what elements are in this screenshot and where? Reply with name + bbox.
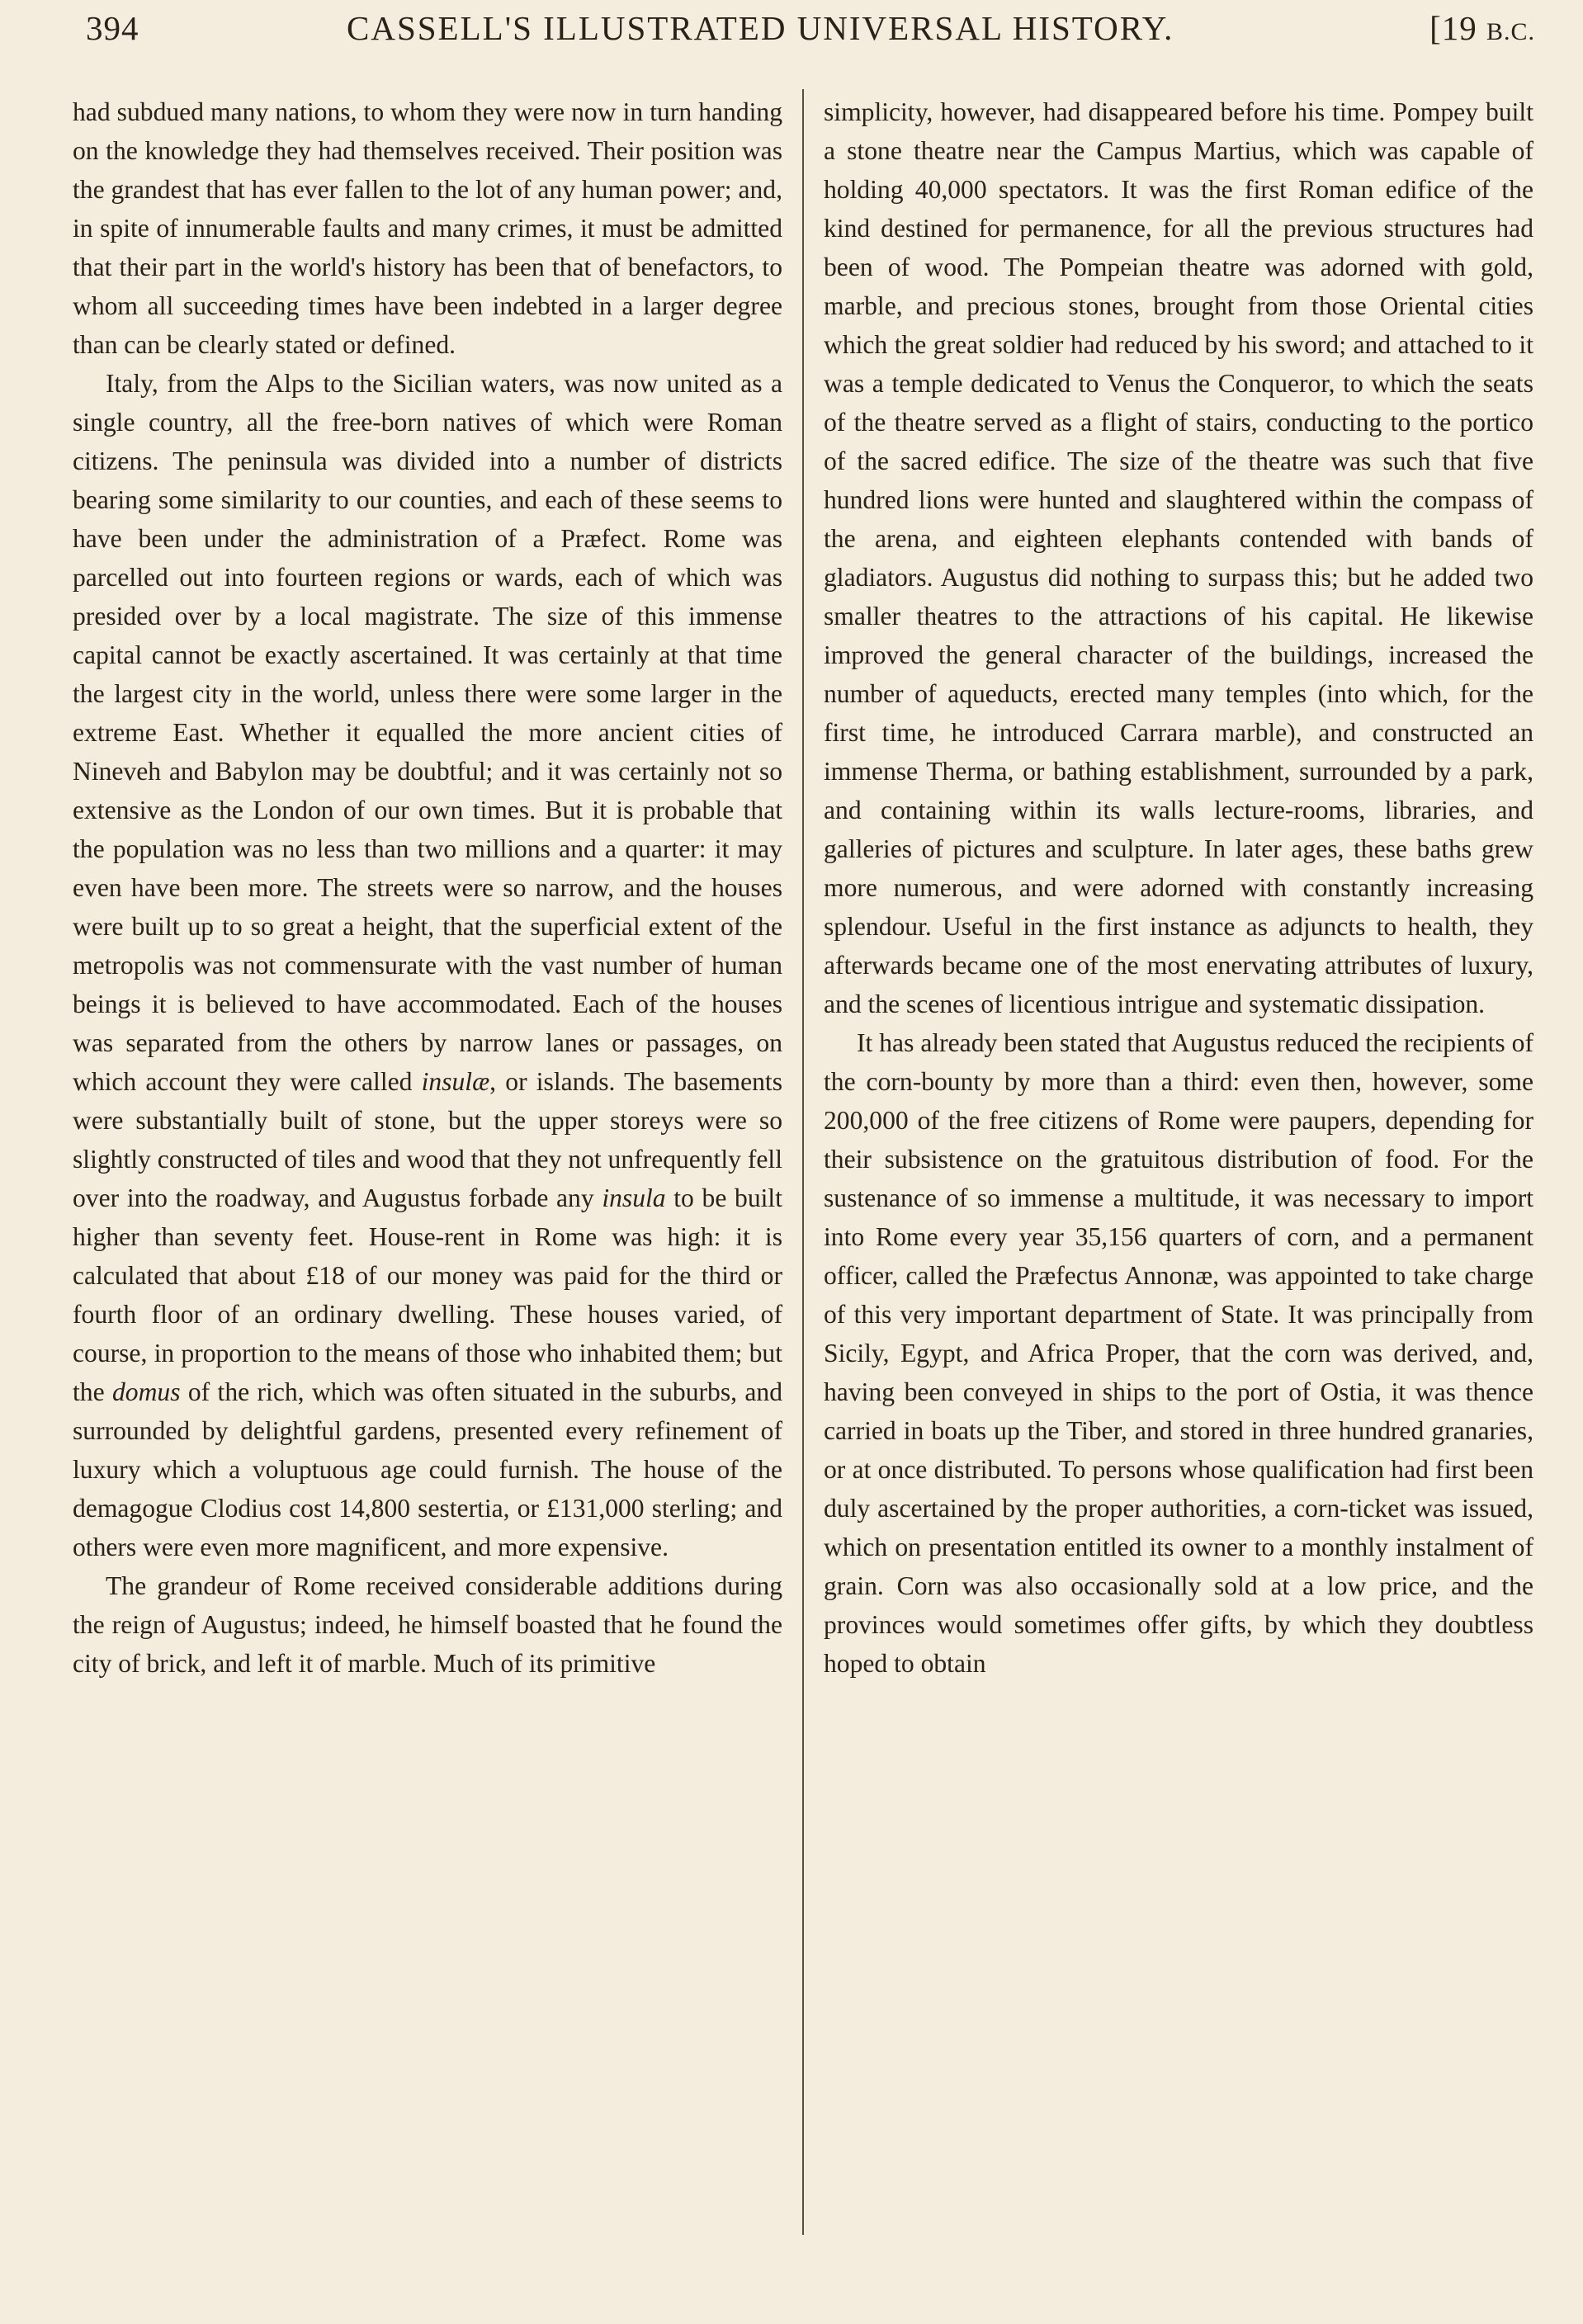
- text-run: to be built higher than seventy feet. House-rent in Rome was high: it is calculated that about £18 of our money was paid for the third or fourth floor of an ordinary dwelling. These houses varied, of course, in proportion to the means of those who inhabited them; but the: [73, 1183, 782, 1406]
- paragraph-benefactors: had subdued many nations, to whom they were now in turn handing on the knowledge they had themselves received. Their position was the grandest that has ever fallen to the lot of any human power; and, in spite of innumerable faults and many crimes, it must be admitted that their part in the world's history has been that of benefactors, to whom all succeeding times have been indebted in a larger degree than can be clearly stated or defined.: [73, 97, 782, 359]
- paragraph-corn-bounty: It has already been stated that Augustus reduced the recipients of the corn-bounty by more than a third: even then, however, some 200,000 of the free citizens of Rome were paupers, depending for their subsistence on the gratuitous distribution of food. For the sustenance of so immense a multitude, it was necessary to import into Rome every year 35,156 quarters of corn, and a permanent officer, called the Præfectus Annonæ, was appointed to take charge of this very important department of State. It was principally from Sicily, Egypt, and Africa Proper, that the corn was derived, and, having been conveyed in ships to the port of Ostia, it was thence carried in boats up the Tiber, and stored in three hundred granaries, or at once distributed. To persons whose qualification had first been duly ascertained by the proper authorities, a corn-ticket was issued, which on presentation entitled its owner to a monthly instalment of grain. Corn was also occasionally sold at a low price, and the provinces would sometimes offer gifts, by which they doubtless hoped to obtain: [824, 1028, 1533, 1678]
- text-run: of the rich, which was often situated in the suburbs, and surrounded by delightful gardens, presented every refinement of luxury which a voluptuous age could furnish. The house of the demagogue Clodius cost 14,800 sestertia, or £131,000 sterling; and others were even more magnificent, and more expensive.: [73, 1377, 782, 1561]
- paragraph-italy-rome: [73, 364, 782, 1566]
- running-title: CASSELL'S ILLUSTRATED UNIVERSAL HISTORY.: [347, 9, 1174, 47]
- page-number: 394: [86, 9, 139, 47]
- paragraph-grandeur: The grandeur of Rome received considerable additions during the reign of Augustus; indeed, he himself boasted that he found the city of brick, and left it of marble. Much of its primitive: [73, 1571, 782, 1678]
- italic-term-insula: insula: [602, 1183, 666, 1212]
- italic-term-domus: domus: [111, 1377, 181, 1406]
- right-column: [824, 92, 1533, 1683]
- column-divider: [802, 89, 804, 2235]
- italic-term-insulae: insulæ: [421, 1067, 490, 1096]
- text-run: , or islands. The basements were substantially built of stone, but the upper storeys were so slightly constructed of tiles and wood that they not unfrequently fell over into the roadway, and Augustus forbade any: [73, 1067, 782, 1212]
- paragraph-theatres-baths: simplicity, however, had disappeared before his time. Pompey built a stone theatre near the Campus Martius, which was capable of holding 40,000 spectators. It was the first Roman edifice of the kind destined for permanence, for all the previous structures had been of wood. The Pompeian theatre was adorned with gold, marble, and precious stones, brought from those Oriental cities which the great soldier had reduced by his sword; and attached to it was a temple dedicated to Venus the Conqueror, to which the seats of the theatre served as a flight of stairs, conducting to the portico of the sacred edifice. The size of the theatre was such that five hundred lions were hunted and slaughtered within the compass of the arena, and eighteen elephants contended with bands of gladiators. Augustus did nothing to surpass this; but he added two smaller theatres to the attractions of his capital. He likewise improved the general character of the buildings, increased the number of aqueducts, erected many temples (into which, for the first time, he introduced Carrara marble), and constructed an immense Therma, or bathing establishment, surrounded by a park, and containing within its walls lecture-rooms, libraries, and galleries of pictures and sculpture. In later ages, these baths grew more numerous, and were adorned with constantly increasing splendour. Useful in the first instance as adjuncts to health, they afterwards became one of the most enervating attributes of luxury, and the scenes of licentious intrigue and systematic dissipation.: [824, 97, 1533, 1018]
- text-run: Italy, from the Alps to the Sicilian waters, was now united as a single country, all the free-born natives of which were Roman citizens. The peninsula was divided into a number of districts bearing some similarity to our counties, and each of these seems to have been under the administration of a Præfect. Rome was parcelled out into fourteen regions or wards, each of which was presided over by a local magistrate. The size of this immense capital cannot be exactly ascertained. It was certainly at that time the largest city in the world, unless there were some larger in the extreme East. Whether it equalled the more ancient cities of Nineveh and Babylon may be doubtful; and it was certainly not so extensive as the London of our own times. But it is probable that the population was no less than two millions and a quarter: it may even have been more. The streets were so narrow, and the houses were built up to so great a height, that the superficial extent of the metropolis was not commensurate with the vast number of human beings it is believed to have accommodated. Each of the houses was separated from the others by narrow lanes or passages, on which account they were called: [73, 369, 782, 1096]
- left-column: [73, 92, 782, 1683]
- date-marker: [1429, 8, 1535, 48]
- running-head: [83, 8, 1535, 58]
- date-era: B.C.: [1486, 18, 1535, 45]
- date-prefix: [19: [1429, 9, 1477, 47]
